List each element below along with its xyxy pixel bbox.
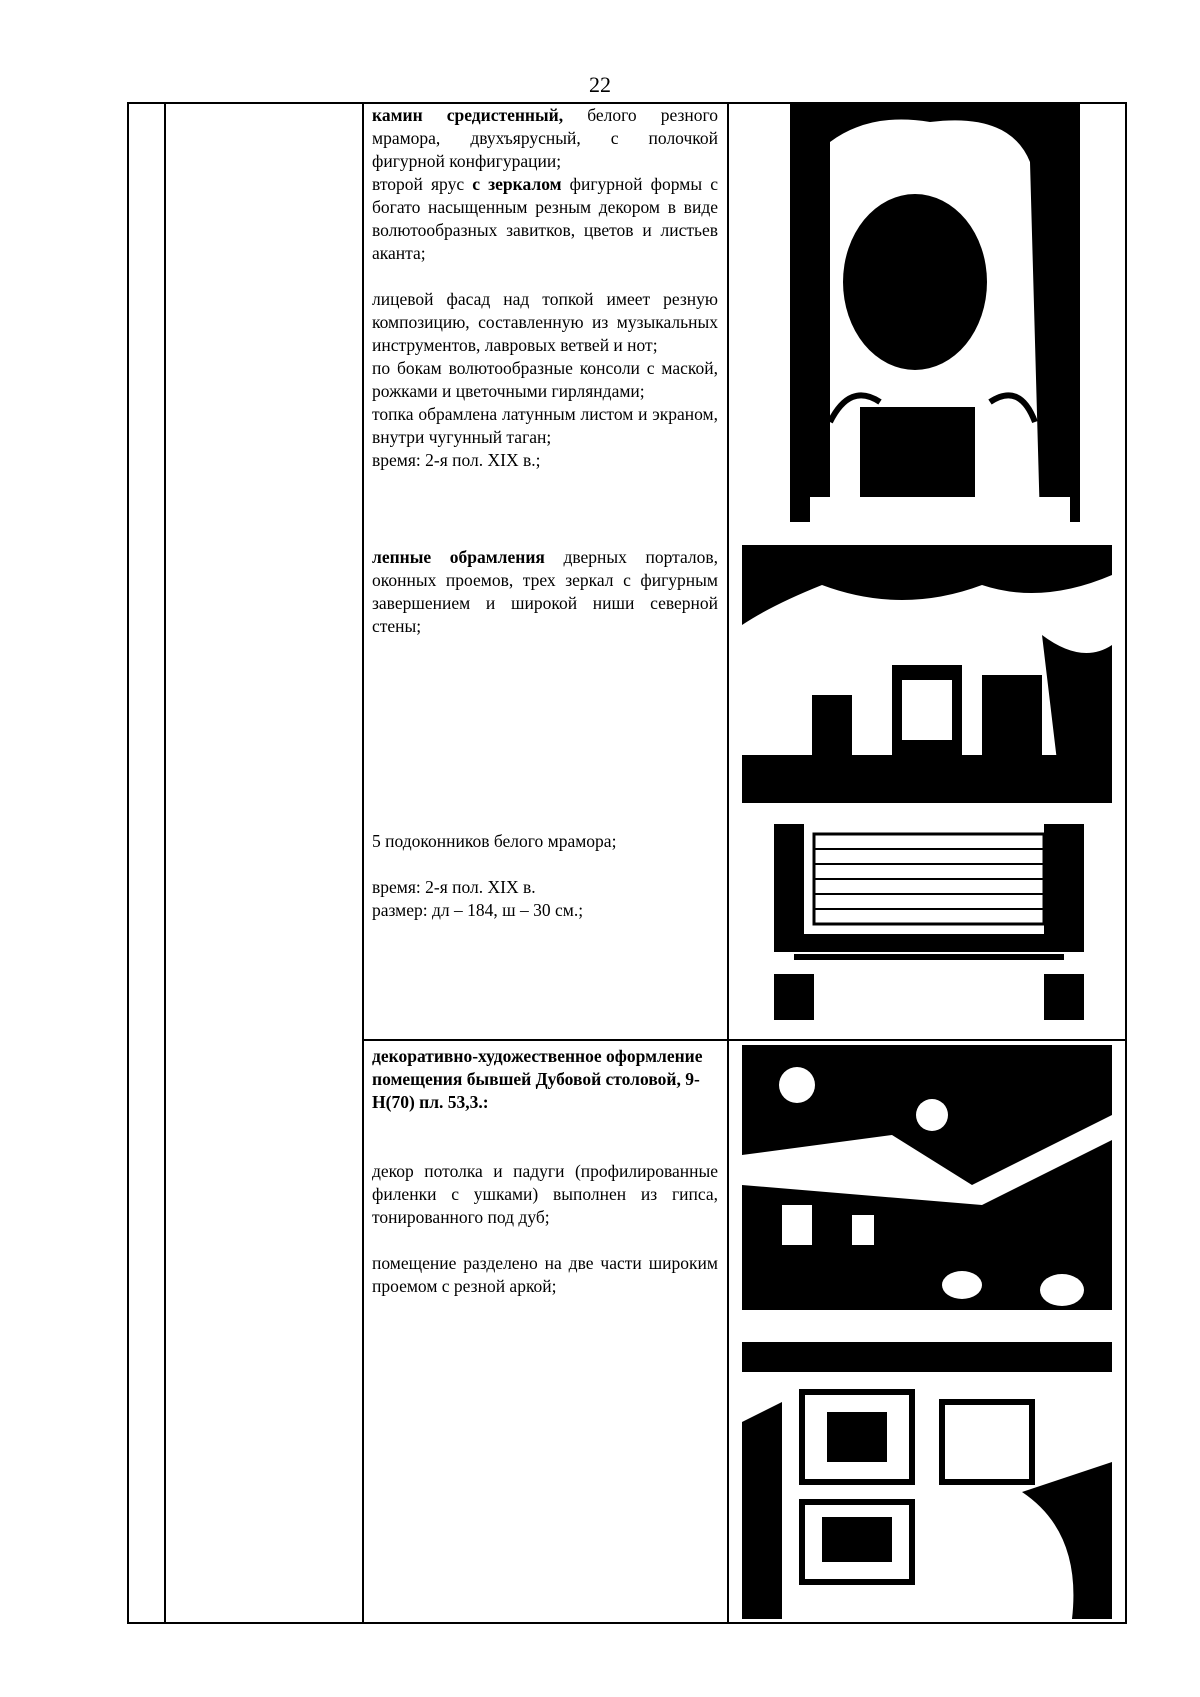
ceiling-text: декор потолка и падуги (профилированные филенки с ушками) выполнен из гипса, тонированного под дуб;: [372, 1161, 718, 1227]
sills-text: 5 подоконников белого мрамора;: [372, 831, 617, 851]
fireplace-photo: [790, 102, 1080, 522]
dining-room-description: [372, 1045, 718, 1298]
fireplace-time: время: 2-я пол. XIX в.;: [372, 450, 541, 470]
division-text: помещение разделено на две части широким проемом с резной аркой;: [372, 1253, 718, 1296]
page-number: 22: [589, 72, 611, 97]
row-divider: [364, 1039, 1127, 1041]
column-divider: [727, 102, 729, 1624]
fireplace-description: [372, 104, 718, 472]
stucco-text: дверных порталов, оконных проемов, трех зеркал с фигурным завершением и широкой ниши северной стены;: [372, 547, 718, 636]
tier-bold: с зеркалом: [472, 174, 562, 194]
ceiling-photo: [742, 1342, 1112, 1619]
facade-text: лицевой фасад над топкой имеет резную композицию, составленную из музыкальных инструментов, лавровых ветвей и нот;: [372, 289, 718, 355]
dining-room-heading: декоративно-художественное оформление помещения бывшей Дубовой столовой, 9-Н(70) пл. 53,3.:: [372, 1046, 703, 1112]
fireplace-lead: камин средистенный,: [372, 105, 564, 125]
sills-size: размер: дл – 184, ш – 30 см.;: [372, 900, 584, 920]
dining-room-photo: [742, 1045, 1112, 1322]
firebox-text: топка обрамлена латунным листом и экраном, внутри чугунный таган;: [372, 404, 718, 447]
sills-description: [372, 830, 718, 922]
fireplace-text: белого резного мрамора, двухъярусный, с полочкой фигурной конфигурации;: [372, 105, 718, 171]
window-sill-photo: [774, 824, 1084, 1020]
tier-prefix: второй ярус: [372, 174, 473, 194]
column-divider: [164, 102, 166, 1624]
stucco-lead: лепные обрамления: [372, 547, 545, 567]
stucco-description: [372, 546, 718, 638]
stucco-photo: [742, 545, 1112, 803]
column-divider: [362, 102, 364, 1624]
tier-text: фигурной формы с богато насыщенным резным декором в виде волютообразных завитков, цветов и листьев аканта;: [372, 174, 718, 263]
consoles-text: по бокам волютообразные консоли с маской, рожками и цветочными гирляндами;: [372, 358, 718, 401]
sills-time: время: 2-я пол. XIX в.: [372, 877, 536, 897]
